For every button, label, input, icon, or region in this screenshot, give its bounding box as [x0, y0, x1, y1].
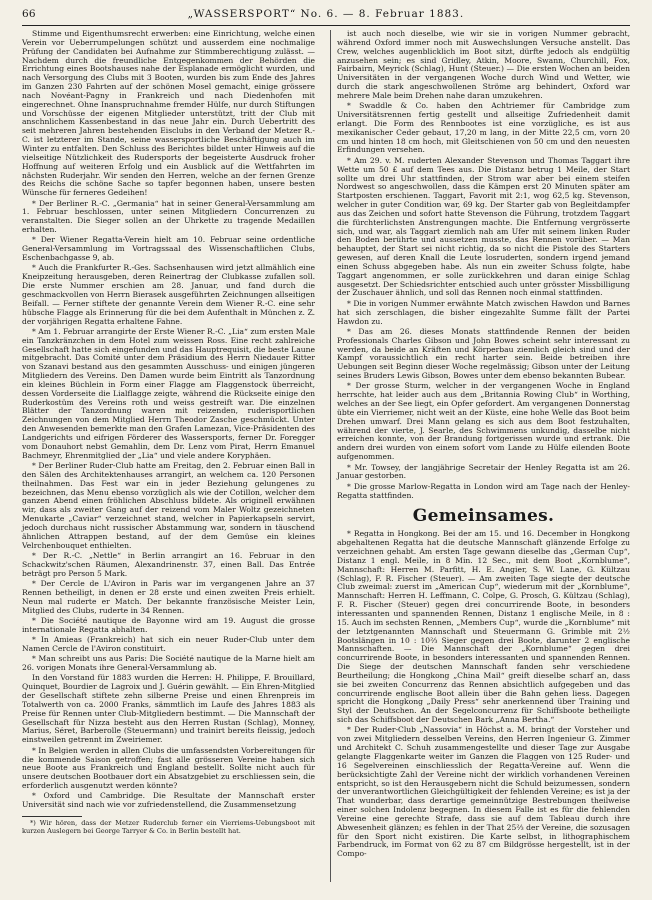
article-paragraph: * Die in vorigen Nummer erwähnte Match zwischen Hawdon und Barnes hat sich zerschlagen, die bisher eingezahlte Summe fällt der Partei Hawdon zu. — [337, 298, 630, 326]
article-paragraph: Stimme und Eigenthumsrecht erwerben: eine Einrichtung, welche einen Verein vor Ueberrumpelungen schützt und ausserdem eine nochmalige Prüfung der Candidaten bei Aufnahme zur Stimmberechtigung zulässt. — Nachdem durch die freundliche Entgegenkommen der Behörden die Errichtung eines Bootshauses nahe der Esplanade ermöglicht wurden, und nach Versorgung des Clubs mit 3 Booten, wurden bis zum Ende des Jahres im Ganzen 230 Fahrten auf der schönen Mosel gemacht, einige grössere nach Novéant-Pagny in Frankreich und nach Diedenhofen mit eingerechnet. Ohne Inanspruchnahme fremder Hülfe, nur durch Stiftungen und Vorschüsse der eigenen Mitglieder unterstützt, tritt der Club mit anschnlichem Kassenbestand in das neue Jahr ein. Durch Uebertritt des seit mehreren Jahren bestehenden Eisclubs in den Verband der Metzer R.-C. ist letzterer im Stande, seine wassersportliche Beschäftigung auch im Winter zu entfalten. Den Schluss des Berichtes bildet unter Hinweis auf die vielseitige Nützlichkeit des Rudersports der begeisterte Ausdruck froher Hoffnung auf weiteren Erfolg und ein Ausblick auf die Wettfahrten im nächsten Ruderjahr. Wir senden den Herren, welche an der fernen Grenze des Reichs die schöne Sache so tapfer begonnen haben, unsere besten Wünsche für ferneres Gedeihen! — [22, 29, 315, 198]
article-paragraph: * Der Ruder-Club „Nassovia“ in Höchst a. M. bringt der Vorsteher und von zwei Mitgliedern desselben Vereins, den Herren Ingenieur G. Zimmer und Architekt C. Schuh zusammengestellte und dieser Tage zur Ausgabe gelangte Flaggenkarte weiter im Ganzen die Flaggen von 125 Ruder- und 16 Segelvereinen einschliesslich der Regatta-Vereine auf. Wenn die berücksichtigte Zahl der Vereine nicht der wirklich vorhandenen Vereinen entspricht, so ist den Herausgebern nicht die Schuld beizumessen, sondern der unverantwortlichen Gleichgültigkeit der fehlenden Vereine; es ist ja der That wunderbar, dass derartige gemeinnützige Bestrebungen theilweise einer solchen Indolenz begegnen. In diesem Falle ist es für die fehlenden Vereine eine gerechte Strafe, dass sie auf dem Tableau durch ihre Abwesenheit glänzen; es fehlen in der That 25⅔ der Vereine, die sozusagen für den Sport nicht existiren. Die Karte selbst, in lithographischem Farbendruck, im Format von 62 zu 87 cm Bildgrösse hergestellt, ist in der Compo- — [337, 725, 630, 859]
article-paragraph: ist auch noch dieselbe, wie wir sie in vorigen Nummer gebracht, während Oxford immer noch mit Auswechslungen Versuche anstellt. Das Crew, welches augenblicklich im Boot sitzt, dürfte jedoch als endgültig anzusehen sein; es sind Gridley, Atkin, Moore, Swann, Churchill, Fox, Fairbairn, Meyrick (Schlag), Hunt (Steuer.) — Die ersten Wochen an beiden Universitäten in der vergangenen Woche durch Wind und Wetter, wie durch die stark angeschwollenen Ströme arg behindert, Oxford war mehrere Male beim Drehen nahe daran umzukehren. — [337, 29, 630, 100]
article-paragraph: * Der Berliner R.-C. „Germania“ hat in seiner General-Versammlung am 1. Februar beschlossen, unter seinen Mitgliedern Concurrenzen zu veranstalten. Die Sieger sollen an der Uhrkette zu tragende Medaillen erhalten. — [22, 198, 315, 235]
article-paragraph: * Am 1. Februar arrangirte der Erste Wiener R.-C. „Lia“ zum ersten Male ein Tanzkränzchen in dem Hotel zum weissen Ross. Eine recht zahlreiche Gesellschaft hatte sich eingefunden und das Hauptrequisit, die beste Laune mitgebracht. Das Comité unter dem Präsidium des Herrn Niedauer Ritter von Szanavi bestand aus den gesammten Ausschuss- und einigen jüngeren Mitgliedern des Vereins. Den Damen wurde beim Eintritt als Tanzordnung ein kleines Büchlein in Form einer Flagge am Flaggenstock überreicht, dessen Vorderseite die Lialflagge zeigte, während die Rückseite einige den Ruderkostüm des Vereins roth und weiss gestreift war. Die einzelnen Blätter der Tanzordnung waren mit reizenden, ruderisportlichen Zeichnungen von dem Mitglied Herrn Theodor Zasche geschmückt. Unter den Anwesenden bemerkte man den Grafen Lamezan, Vice-Präsidenten des Landgerichts und eifrigen Förderer des Wassersports, ferner Dr. Foregger vom Donauhort nebst Gemahlin, dem Dr. Lenz vom Pirat, Herrn Emanuel Bachmeyr, Ehrenmitglied der „Lia“ und viele andere Koryphäen. — [22, 326, 315, 460]
article-paragraph: * In Belgien werden in allen Clubs die umfassendsten Vorbereitungen für die kommende Saison getroffen; fast alle grösseren Vereine haben sich neue Boote aus Frankreich und England bestellt. Sollte nicht auch für unsere deutschen Bootbauer dort ein Absatzgebiet zu erschliessen sein, die erforderlich ausgenutzt werden könnte? — [22, 745, 315, 791]
article-paragraph: * Auch die Frankfurter R.-Ges. Sachsenhausen wird jetzt allmählich eine Kneipzeitung herausgeben, deren Reinertrag der Clubkasse zufallen soll. Die erste Nummer erschien am 28. Januar, und fand durch die geschmackvollen von Herrn Bierasek ausgeführten Zeichnungen allseitigen Beifall. — Ferner stiftete der genannte Verein dem Wiener R.-C. eine sehr hübsche Flagge als Erinnerung für die bei dem Aufenthalt in München z. Z. der vorjährigen Regatta erhaltene Fahne. — [22, 263, 315, 326]
page-number: 66 — [22, 8, 36, 20]
article-paragraph: * Der Wiener Regatta-Verein hielt am 10. Februar seine ordentliche General-Versammlung im Vortragssaal des Wissenschaftlichen Clubs, Eschenbachgasse 9, ab. — [22, 235, 315, 263]
running-title: „WASSERSPORT“ No. 6. — 8. Februar 1883. — [187, 8, 465, 20]
article-paragraph: * Am 29. v. M. ruderten Alexander Stevenson und Thomas Taggart ihre Wette um 50 £ auf dem Tees aus. Die Distanz betrug 1 Meile, der Start sollte um drei Uhr stattfinden, der Strom war aber bei einem steifen Nordwest so angeschwollen, dass die Kämpen erst 20 Minuten später am Startposten erschienen. Taggart, Favorit mit 2:1, wog 62,5 kg. Stevenson, welcher in guter Condition war, 69 kg. Der Starter gab von Begleitdampfer aus das Zeichen und sofort hatte Stevenson die Führung, trotzdem Taggart die fürchterlichsten Anstrengungen machte. Die Entfernung vergrösserte sich, und war, als Taggart ziemlich nah am Ufer mit seinem linken Ruder den Boden berührte und aussetzen musste, das Rennen vorüber. — Man behauptet, der Start sei nicht richtig, da so nicht die Pistole des Starters gewesen, auf deren Knall die Leute losruderten, sondern irgend jemand einen Schuss abgegeben habe. Als nun ein zweiter Schuss folgte, habe Taggart angenommen, er solle zurückkehren und daran einige Schlag ausgesetzt. Der Schiedsrichter entschied auch unter grösster Missbilligung der Zuschauer ähnlich, und soll das Rennen noch einmal stattfinden. — [337, 155, 630, 298]
article-paragraph: * Der R.-C. „Nettle“ in Berlin arrangirt an 16. Februar in den Schackwitz'schen Räumen, Alexandrinenstr. 37, einen Ball. Das Entrée beträgt pro Person 5 Mark. — [22, 550, 315, 578]
article-paragraph: * Regatta in Hongkong. Bei der am 15. und 16. December in Hongkong abgehaltenen Regatta hat die deutsche Mannschaft glänzende Erfolge zu verzeichnen gehabt. Am ersten Tage gewann dieselbe das „German Cup“, Distanz 1 engl. Meile, in 8 Min. 12 Sec., mit dem Boot „Kornblume“, Mannschaft: Herren M. Parfitt, H. E. Angier, S. W. Lane, G. Kültzau (Schlag), F. R. Fischer (Steuer). — Am zweiten Tage siegte der deutsche Club zweimal: zuerst im „American Cup“, wiederum mit der „Kornblume“, Mannschaft: Herren H. Leffmann, C. Colpe, G. Prosch, G. Kültzau (Schlag), F. R. Fischer (Steuer) gegen drei concurrirende Boote, in besonders interessanten und spannenden Rennen, Distanz 1 englische Meile, in 8 : 15. Auch im sechsten Rennen, „Members Cup“, wurde die „Kornblume“ mit der letztgenannten Mannschaft und Steuermann G. Grimble mit 2½ Bootslängen in 10 : 10⅔ Sieger gegen drei Boote, darunter 2 englische Mannschaften. — Die Mannschaft der „Kornblume“ gegen drei concurrirende Boote, in besonders interessanten und spannenden Rennen. Die Siege der deutschen Mannschaft fanden sehr verschiedene Beurtheilung; die Hongkong „China Mail“ greift dieselbe scharf an, dass sie bei zweiten Concurrenz das Rennen absichtlich aufgegeben und das concurrirende englische Boot allein über die Bahn gehen liess. Dagegen spricht die Hongkong „Daily Press“ sehr anerkennend über Training und Styl der Deutschen. An der Segelconcurrenz für Schiffsboote betheiligte sich das Schiffsboot der Deutschen Bark „Anna Bertha.“ — [337, 529, 630, 725]
article-paragraph: * Der Berliner Ruder-Club hatte am Freitag, den 2. Februar einen Ball in den Sälen des Architektenhauses arrangirt, an welchem ca. 120 Personen theilnahmen. Das Fest war ein in jeder Beziehung gelungenes zu bezeichnen, das Menu ebenso vorzüglich als wie der Cotillon, welcher dem ganzen Abend einen fröhlichen Abschluss bildete. Als originell erwähnen wir, dass als zweiter Gang auf der reizend vom Maler Woltz gezeichneten Menukarte „Caviar“ verzeichnet stand, welcher in Papierkapseln servirt, jedoch durchaus nicht russischer Abstammung war, sondern in täuschend ähnlichen Attrappen bestand, auf der dem Gemüse ein kleines Velrchenbouquet enthielten. — [22, 461, 315, 550]
section-heading: Gemeinsames. — [412, 506, 555, 527]
footnote: *) Wir hören, dass der Metzer Ruderclub ferner ein Vierriems-Uebungsboot mit kurzen Auslegern bei George Tarryer & Co. in Berlin bestellt hat. — [22, 819, 315, 835]
article-paragraph: * Der grosse Sturm, welcher in der vergangenen Woche in England herrschte, hat leider auch aus dem „Britannia Rowing Club“ in Worthing, welches an der See liegt, ein Opfer gefordert. Am vergangenen Donnerstag übte ein Vierriemer, nicht weit an der Küste, eine hohe Welle das Boot beim Drehen umwarf. Drei Mann gelang es sich aus dem Boot festzuhalten, während der vierte, J. Searle, des Schwimmens unkundig, dasselbe nicht erreichen konnte, von der Brandung fortgerissen wurde und ertrank. Die andern drei wurden von einem sofort vom Lande zu Hülfe eilenden Boote aufgenommen. — [337, 381, 630, 462]
article-paragraph: * Man schreibt uns aus Paris: Die Société nautique de la Marne hielt am 26. vorigen Monats ihre General-Versammlung ab. — [22, 654, 315, 673]
article-paragraph: * Die Société nautique de Bayonne wird am 19. August die grosse internationale Regatta abhalten. — [22, 615, 315, 634]
article-paragraph: * Oxford und Cambridge. Die Resultate der Mannschaft erster Universität sind nach wie vor zufriedenstellend, die Zusammensetzung — [22, 791, 315, 810]
column-divider — [330, 30, 331, 882]
article-paragraph: * Mr. Towsey, der langjährige Secretair der Henley Regatta ist am 26. Januar gestorben. — [337, 462, 630, 481]
page-header — [22, 8, 630, 24]
article-paragraph: * Swaddle & Co. haben den Achtriemer für Cambridge zum Universitätsrennen fertig gestellt und allseitige Zufriedenheit damit erlangt. Die Form des Rennbootes ist eine vorzügliche, es ist aus mexikanischer Ceder gebaut, 17,20 m lang, in der Mitte 22,5 cm, vorn 20 cm und hinten 18 cm hoch, mit Gleitschienen von 50 cm und den neuesten Erfindungen versehen. — [337, 101, 630, 155]
footnote-rule — [22, 816, 82, 817]
article-paragraph: * Der Cercle de L'Aviron in Paris war im vergangenen Jahre an 37 Rennen betheiligt, in denen er 28 erste und einen zweiten Preis erhielt. Neun mal ruderte er Match. Der bekannte französische Meister Lein, Mitglied des Clubs, ruderte in 34 Rennen. — [22, 578, 315, 615]
article-paragraph: In den Vorstand für 1883 wurden die Herren: H. Philippe, F. Brouillard, Quinquet, Bourdier de Lagroix und J. Guérin gewählt. — Ein Ehren-Mitglied der Gesellschaft stiftete zehn silberne Preise und einen Ehrenpreis im Totalwerth von ca. 2000 Franks, sämmtlich im Laufe des Jahres 1883 als Preise für Rennen unter Club-Mitgliedern bestimmt. — Die Mannschaft der Gesellschaft für Nizza besteht aus den Herren Rustan (Schlag), Monney, Marius, Séret, Barberolle (Steuermann) und trainirt bereits fleissig, jedoch einstweilen getrennt im Zweiriemer. — [22, 673, 315, 745]
article-paragraph: * In Amieas (Frankreich) hat sich ein neuer Ruder-Club unter dem Namen Cercle de l'Aviron constituirt. — [22, 635, 315, 653]
right-column — [337, 30, 630, 892]
article-paragraph: * Das am 26. dieses Monats stattfindende Rennen der beiden Professionals Charles Gibson und John Bowes scheint sehr interessant zu werden, da beide an Kräften und Körperbau ziemlich gleich sind und der Kampf voraussichtlich ein recht harter sein. Beide betreiben ihre Uebungen seit Beginn dieser Woche regelmässig; Gibson unter der Leitung seines Bruders Lewis Gibson, Bowes unter dem ebenso bekannten Bubear. — [337, 326, 630, 381]
article-paragraph: * Die grosse Marlow-Regatta in London wird am Tage nach der Henley-Regatta stattfinden. — [337, 481, 630, 500]
header-rule — [22, 25, 630, 26]
left-column — [22, 30, 315, 882]
